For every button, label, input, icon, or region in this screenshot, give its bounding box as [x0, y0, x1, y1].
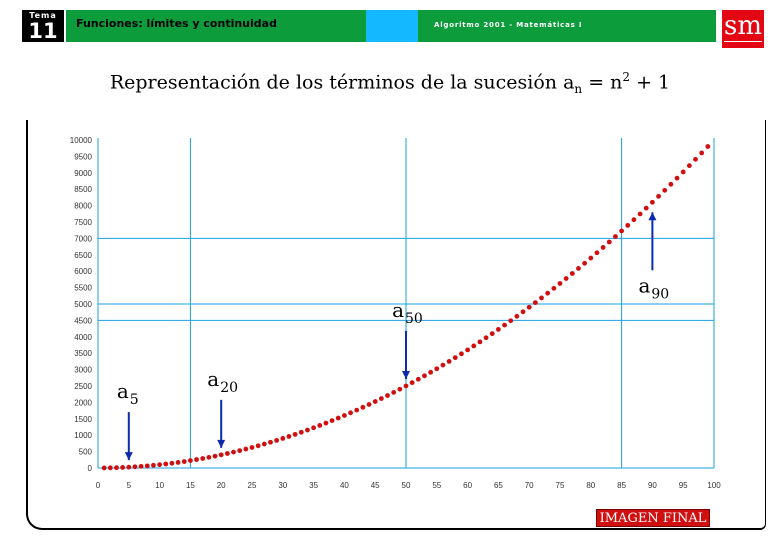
data-point: [699, 151, 704, 156]
data-point: [514, 314, 519, 319]
data-point: [576, 266, 581, 271]
data-point: [595, 250, 600, 255]
data-point: [558, 281, 563, 286]
data-point: [133, 464, 138, 469]
data-point: [342, 413, 347, 418]
data-point: [521, 309, 526, 314]
x-tick-label: 95: [678, 481, 688, 490]
topic-title: Funciones: límites y continuidad: [76, 17, 277, 30]
annotation-a5-label: a: [116, 379, 129, 404]
data-point: [385, 393, 390, 398]
data-point: [478, 339, 483, 344]
annotation-a50-label: a: [392, 297, 404, 322]
logo-text: sm: [724, 11, 762, 41]
tema-label: Tema: [29, 11, 57, 20]
x-tick-label: 25: [247, 481, 257, 490]
x-tick-label: 35: [309, 481, 319, 490]
y-tick-label: 3000: [74, 365, 92, 375]
data-point: [496, 327, 501, 332]
data-point: [182, 459, 187, 464]
data-point: [539, 296, 544, 301]
y-tick-label: 8000: [74, 201, 92, 211]
x-tick-label: 100: [707, 481, 721, 490]
data-point: [373, 399, 378, 404]
annotation-a90-subscript: 90: [651, 286, 670, 303]
x-tick-label: 90: [647, 481, 657, 490]
data-point: [293, 432, 298, 437]
data-point: [570, 271, 575, 276]
data-point: [225, 451, 230, 456]
annotation-a50-arrow-head: [402, 371, 410, 379]
x-tick-label: 0: [95, 481, 101, 490]
annotation-a90-arrow-head: [648, 212, 656, 220]
y-tick-label: 2500: [74, 382, 92, 391]
data-point: [687, 163, 692, 168]
data-point: [336, 416, 341, 421]
data-point: [607, 240, 612, 245]
data-point: [416, 377, 421, 382]
y-tick-label: 5000: [74, 300, 92, 309]
data-point: [471, 344, 476, 349]
tema-number: 11: [28, 19, 58, 43]
data-point: [484, 335, 489, 340]
data-point: [188, 458, 193, 463]
data-point: [213, 454, 218, 459]
data-point: [360, 405, 365, 410]
book-title: Algoritmo 2001 - Matemáticas I: [434, 21, 583, 29]
data-point: [662, 188, 667, 193]
title-superscript: 2: [622, 70, 631, 84]
data-point: [102, 466, 107, 471]
x-tick-label: 50: [401, 481, 411, 490]
y-tick-label: 6000: [74, 267, 92, 277]
data-point: [367, 402, 372, 407]
data-point: [299, 430, 304, 435]
annotation-a20-arrow-head: [217, 440, 225, 448]
annotation-a5-subscript: 5: [129, 392, 139, 409]
data-point: [465, 347, 470, 352]
x-tick-label: 55: [432, 481, 442, 490]
data-point: [625, 223, 630, 228]
data-point: [262, 442, 267, 447]
data-point: [311, 425, 316, 430]
data-point: [268, 440, 273, 445]
data-point: [176, 460, 181, 465]
data-point: [237, 448, 242, 453]
data-point: [379, 396, 384, 401]
data-point: [120, 465, 125, 470]
y-tick-label: 5500: [74, 283, 92, 293]
data-point: [582, 261, 587, 266]
title-tail: + 1: [630, 71, 671, 94]
data-point: [613, 234, 618, 239]
x-tick-label: 45: [370, 481, 380, 490]
data-point: [656, 194, 661, 199]
data-point: [126, 465, 131, 470]
y-tick-label: 9500: [74, 152, 92, 162]
data-point: [324, 421, 329, 426]
y-tick-label: 8500: [74, 185, 92, 195]
data-point: [681, 170, 686, 175]
data-point: [250, 445, 255, 450]
data-point: [428, 370, 433, 375]
data-point: [410, 380, 415, 385]
annotation-a5-arrow-head: [125, 452, 133, 460]
data-point: [434, 366, 439, 371]
data-point: [317, 423, 322, 428]
y-tick-label: 6500: [74, 250, 92, 260]
data-point: [533, 300, 538, 305]
y-tick-label: 0: [87, 464, 92, 473]
y-tick-label: 1500: [74, 414, 92, 424]
data-point: [330, 418, 335, 423]
data-point: [404, 384, 409, 389]
data-point: [170, 461, 175, 466]
x-tick-label: 20: [216, 481, 226, 490]
data-point: [545, 291, 550, 296]
x-tick-label: 30: [278, 481, 288, 490]
x-tick-label: 85: [617, 481, 627, 490]
x-tick-label: 75: [555, 481, 565, 490]
data-point: [650, 200, 655, 205]
data-point: [200, 456, 205, 461]
data-point: [668, 182, 673, 187]
data-point: [453, 355, 458, 360]
data-point: [619, 229, 624, 234]
data-point: [108, 465, 113, 470]
data-point: [274, 438, 279, 443]
data-point: [287, 434, 292, 439]
y-tick-label: 7500: [74, 218, 92, 227]
data-point: [527, 305, 532, 310]
annotation-a90-label: a: [638, 273, 651, 298]
y-tick-label: 3500: [74, 349, 92, 359]
data-point: [502, 323, 507, 328]
title-subscript: n: [574, 82, 583, 97]
data-point: [256, 443, 261, 448]
data-point: [391, 390, 396, 395]
annotation-a20-label: a: [207, 366, 220, 391]
y-tick-label: 4500: [74, 316, 92, 326]
data-point: [397, 387, 402, 392]
data-point: [459, 351, 464, 356]
x-tick-label: 60: [463, 481, 473, 490]
data-point: [151, 463, 156, 468]
data-point: [157, 462, 162, 467]
data-point: [705, 144, 710, 149]
data-point: [139, 464, 144, 469]
annotation-a50-subscript: 50: [405, 310, 423, 327]
data-point: [447, 359, 452, 364]
x-tick-label: 70: [524, 481, 534, 490]
y-tick-label: 10000: [69, 136, 92, 145]
data-point: [243, 447, 248, 452]
y-tick-label: 7000: [74, 234, 92, 244]
data-point: [219, 452, 224, 457]
data-point: [490, 331, 495, 336]
data-point: [638, 212, 643, 217]
final-image-button[interactable]: IMAGEN FINAL: [596, 509, 710, 527]
y-tick-label: 1000: [74, 431, 92, 441]
x-tick-label: 15: [185, 481, 195, 490]
data-point: [348, 410, 353, 415]
data-point: [145, 463, 150, 468]
x-tick-label: 80: [586, 481, 596, 490]
y-tick-label: 500: [78, 447, 92, 457]
x-tick-label: 65: [493, 481, 503, 490]
data-point: [632, 217, 637, 222]
data-point: [564, 276, 569, 281]
data-point: [441, 363, 446, 368]
data-point: [305, 428, 310, 433]
x-tick-label: 10: [155, 481, 165, 490]
data-point: [280, 436, 285, 441]
data-point: [231, 450, 236, 455]
data-point: [194, 457, 199, 462]
x-tick-label: 5: [126, 481, 132, 490]
title-text: Representación de los términos de la sucesión a: [109, 71, 575, 94]
data-point: [601, 245, 606, 250]
data-point: [644, 206, 649, 211]
data-point: [693, 157, 698, 162]
data-point: [551, 286, 556, 291]
y-tick-label: 4000: [74, 332, 92, 342]
data-point: [588, 256, 593, 261]
data-point: [354, 408, 359, 413]
data-point: [206, 455, 211, 460]
y-tick-label: 9000: [74, 168, 92, 178]
data-point: [422, 373, 427, 378]
x-tick-label: 40: [339, 481, 349, 490]
data-point: [163, 462, 168, 467]
title-formula: = n: [582, 71, 623, 94]
data-point: [508, 318, 513, 323]
data-point: [114, 465, 119, 470]
annotation-a20-subscript: 20: [220, 379, 239, 396]
data-point: [675, 176, 680, 181]
y-tick-label: 2000: [74, 398, 92, 408]
